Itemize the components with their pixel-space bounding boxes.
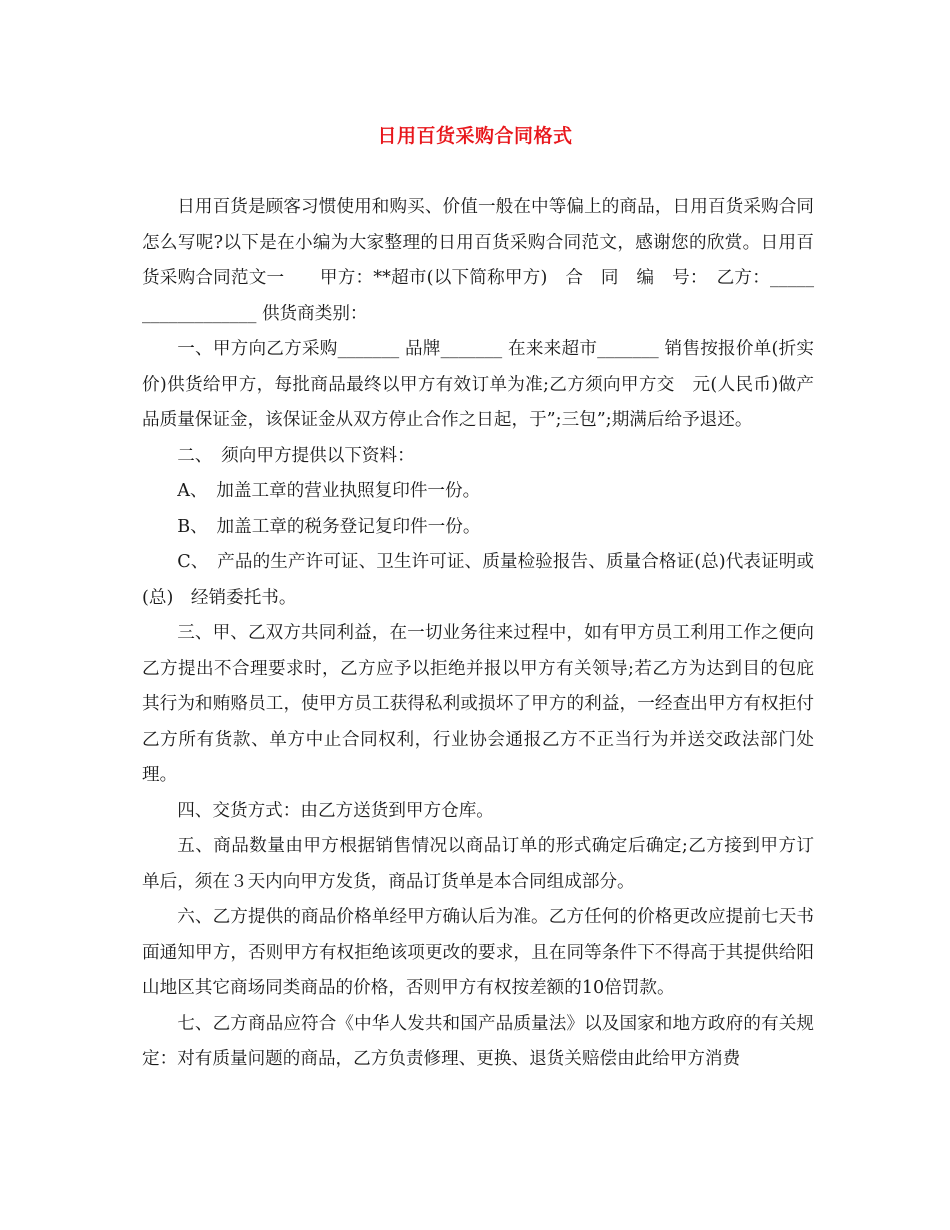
paragraph-item-b: B、 加盖工章的税务登记复印件一份。 xyxy=(177,516,481,537)
paragraph-item-c: C、 产品的生产许可证、卫生许可证、质量检验报告、质量合格证(总)代表证明或(总) 经销委托书。 xyxy=(142,552,814,608)
paragraph-intro: 日用百货是顾客习惯使用和购买、价值一般在中等偏上的商品，日用百货采购合同怎么写呢?以下是在小编为大家整理的日用百货采购合同范文，感谢您的欣赏。日用百货采购合同范文一 甲方：**超市(以下简称甲方) 合 同 编 号： 乙方：__________________ 供货商类别： xyxy=(142,197,814,324)
paragraph-clause-1: 一、甲方向乙方采购_______ 品牌_______ 在来来超市_______ 销售按报价单(折实 价)供货给甲方，每批商品最终以甲方有效订单为准;乙方须向甲方交 元(人民币)做产品质量保证金，该保证金从双方停止合作之日起，于”;三包”;期满后给予退还。 xyxy=(142,339,832,430)
paragraph-clause-7: 七、乙方商品应符合《中华人发共和国产品质量法》以及国家和地方政府的有关规定：对有质量问题的商品，乙方负责修理、更换、退货关赔偿由此给甲方消费 xyxy=(142,1013,814,1069)
paragraph-clause-5: 五、商品数量由甲方根据销售情况以商品订单的形式确定后确定;乙方接到甲方订单后，须在３天内向甲方发货，商品订货单是本合同组成部分。 xyxy=(142,836,814,892)
paragraph-clause-2: 二、 须向甲方提供以下资料： xyxy=(177,445,415,466)
paragraph-clause-6: 六、乙方提供的商品价格单经甲方确认后为准。乙方任何的价格更改应提前七天书面通知甲方，否则甲方有权拒绝该项更改的要求，且在同等条件下不得高于其提供给阳山地区其它商场同类商品的价格，否则甲方有权按差额的10倍罚款。 xyxy=(142,907,814,998)
document-title: 日用百货采购合同格式 xyxy=(377,125,573,147)
paragraph-clause-3: 三、甲、乙双方共同利益，在一切业务往来过程中，如有甲方员工利用工作之便向乙方提出不合理要求时，乙方应予以拒绝并报以甲方有关领导;若乙方为达到目的包庇其行为和贿赂员工，使甲方员工获得私利或损坏了甲方的利益，一经查出甲方有权拒付乙方所有货款、单方中止合同权利，行业协会通报乙方不正当行为并送交政法部门处理。 xyxy=(142,623,814,785)
paragraph-clause-4: 四、交货方式：由乙方送货到甲方仓库。 xyxy=(177,800,494,821)
document-body xyxy=(142,190,832,1078)
paragraph-item-a: A、 加盖工章的营业执照复印件一份。 xyxy=(177,481,481,501)
